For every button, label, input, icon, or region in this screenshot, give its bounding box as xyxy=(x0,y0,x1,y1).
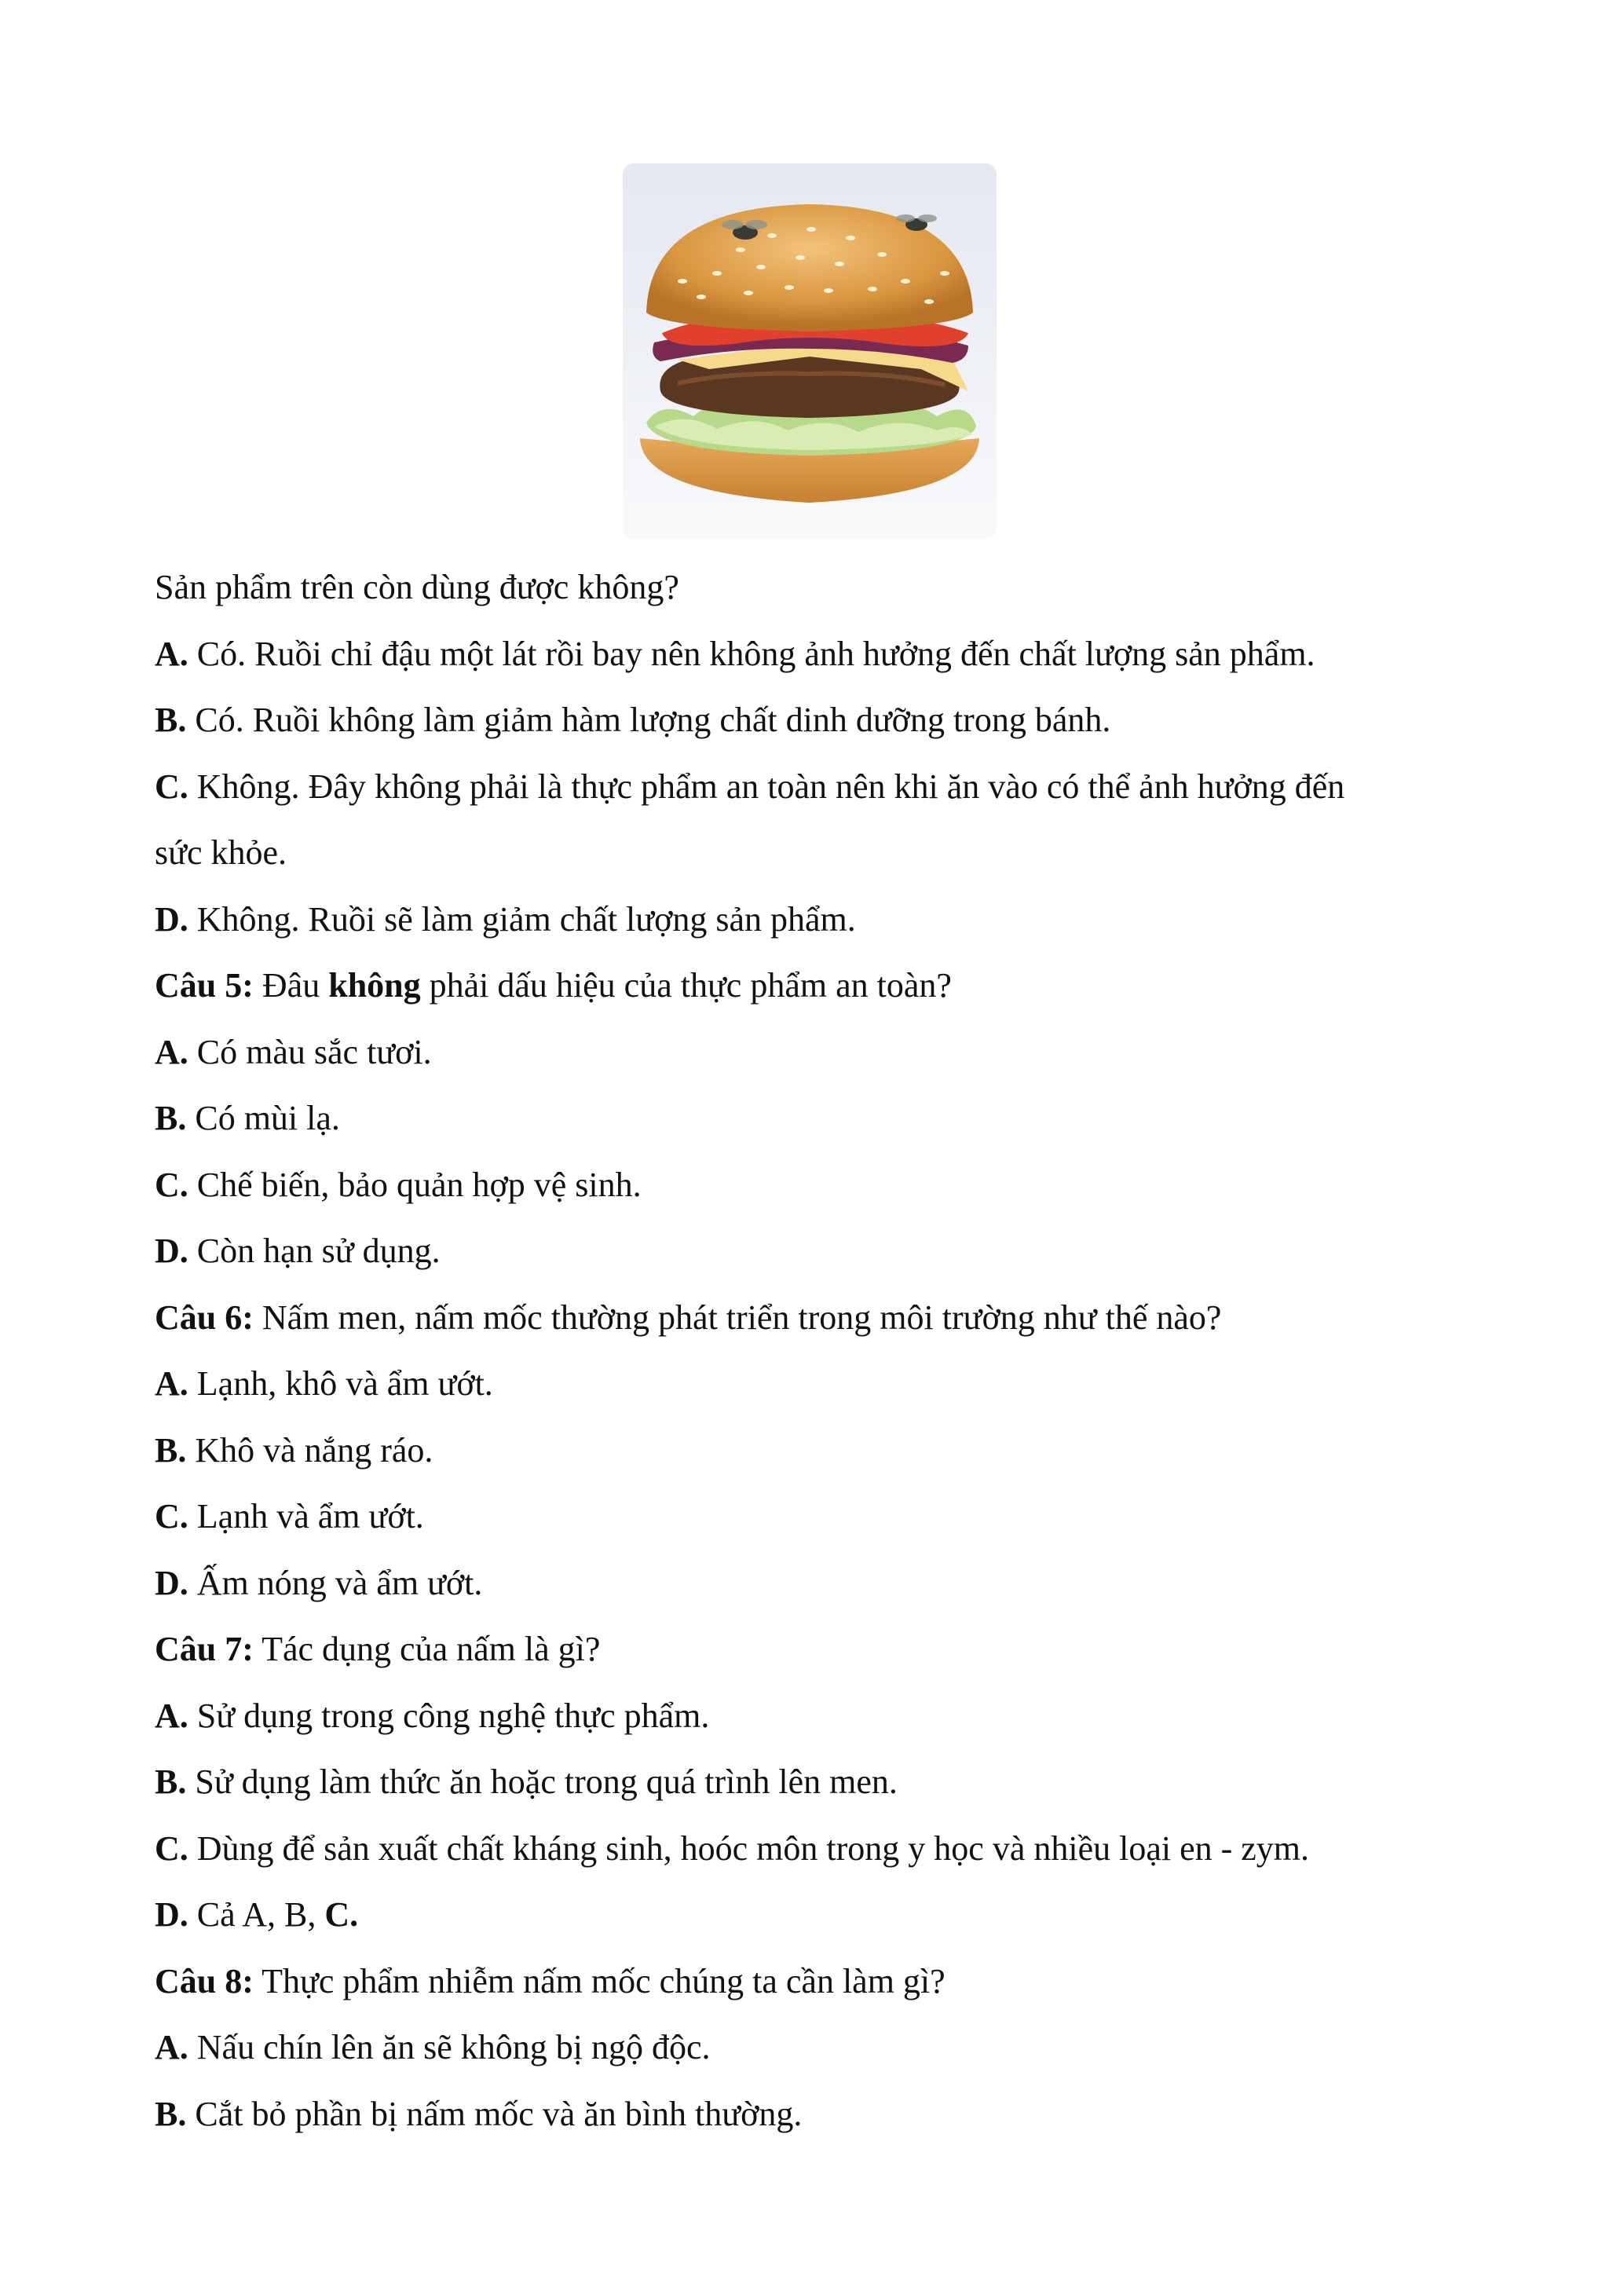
q4-option-c-continuation: sức khỏe. xyxy=(155,833,287,872)
q5-option-a: A. Có màu sắc tươi. xyxy=(155,1032,432,1071)
q8-option-b: B. Cắt bỏ phần bị nấm mốc và ăn bình thường. xyxy=(155,2094,803,2133)
q5-option-c: C. Chế biến, bảo quản hợp vệ sinh. xyxy=(155,1165,642,1204)
question-7: Câu 7: Tác dụng của nấm là gì? xyxy=(155,1630,601,1668)
q6-option-a: A. Lạnh, khô và ẩm ướt. xyxy=(155,1364,493,1403)
burger-with-flies-icon xyxy=(623,163,997,539)
q7-option-a: A. Sử dụng trong công nghệ thực phẩm. xyxy=(155,1696,710,1735)
q7-option-d: D. Cả A, B, C. xyxy=(155,1895,359,1934)
q8-option-a: A. Nấu chín lên ăn sẽ không bị ngộ độc. xyxy=(155,2028,711,2066)
q4-option-d: D. Không. Ruồi sẽ làm giảm chất lượng sản phẩm. xyxy=(155,899,856,939)
question-6: Câu 6: Nấm men, nấm mốc thường phát triển trong môi trường như thế nào? xyxy=(155,1298,1222,1337)
question-8: Câu 8: Thực phẩm nhiễm nấm mốc chúng ta cần làm gì? xyxy=(155,1961,946,2000)
q6-option-b: B. Khô và nắng ráo. xyxy=(155,1430,433,1470)
q5-option-b: B. Có mùi lạ. xyxy=(155,1099,340,1137)
q4-option-c: C. Không. Đây không phải là thực phẩm an toàn nên khi ăn vào có thể ảnh hưởng đến xyxy=(155,767,1345,806)
q7-option-b: B. Sử dụng làm thức ăn hoặc trong quá trình lên men. xyxy=(155,1762,898,1801)
q6-option-d: D. Ấm nóng và ẩm ướt. xyxy=(155,1563,483,1602)
burger-image xyxy=(623,163,997,539)
q4-option-a: A. Có. Ruồi chỉ đậu một lát rồi bay nên không ảnh hưởng đến chất lượng sản phẩm. xyxy=(155,634,1315,673)
question-4-text: Sản phẩm trên còn dùng được không? xyxy=(155,568,679,606)
question-5: Câu 5: Đâu không phải dấu hiệu của thực phẩm an toàn? xyxy=(155,966,952,1005)
q5-option-d: D. Còn hạn sử dụng. xyxy=(155,1232,441,1270)
q4-option-b: B. Có. Ruồi không làm giảm hàm lượng chất dinh dưỡng trong bánh. xyxy=(155,701,1111,739)
q7-option-c: C. Dùng để sản xuất chất kháng sinh, hoóc môn trong y học và nhiều loại en - zym. xyxy=(155,1828,1310,1868)
document-body xyxy=(155,555,1505,2147)
q6-option-c: C. Lạnh và ẩm ướt. xyxy=(155,1497,424,1535)
